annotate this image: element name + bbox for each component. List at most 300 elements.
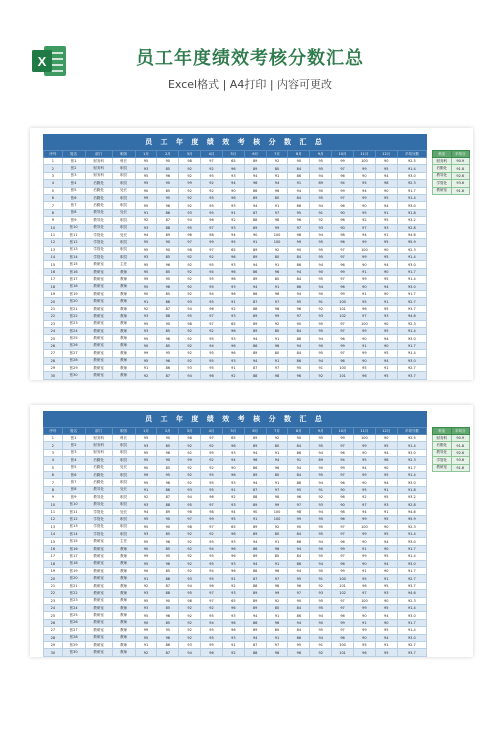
table-cell: 95 bbox=[157, 194, 179, 201]
table-cell: 91 bbox=[310, 486, 332, 493]
table-cell: 99 bbox=[353, 350, 375, 357]
table-cell: 99 bbox=[201, 239, 223, 246]
table-cell: 80 bbox=[266, 531, 288, 538]
table-cell: 张24 bbox=[62, 327, 85, 334]
table-cell: 教研室 bbox=[85, 545, 112, 552]
table-cell: 91 bbox=[266, 357, 288, 364]
table-cell: 14 bbox=[44, 531, 63, 538]
table-cell: 后勤处 bbox=[85, 471, 112, 478]
table-cell: 91 bbox=[375, 575, 397, 582]
table-cell: 94 bbox=[310, 283, 332, 290]
table-cell: 80 bbox=[266, 604, 288, 611]
table-cell: 92.7 bbox=[397, 641, 426, 648]
table-cell: 张23 bbox=[62, 320, 85, 327]
summary-row bbox=[433, 442, 470, 449]
table-cell: 95 bbox=[135, 202, 157, 209]
table-cell: 93 bbox=[222, 283, 244, 290]
column-header: 9月 bbox=[310, 151, 332, 158]
table-cell: 95 bbox=[135, 435, 157, 442]
table-cell: 95 bbox=[201, 172, 223, 179]
table-cell: 教研室 bbox=[85, 560, 112, 567]
table-cell: 91.7 bbox=[397, 545, 426, 552]
table-cell: 92 bbox=[310, 494, 332, 501]
table-cell: 95 bbox=[201, 612, 223, 619]
table-cell: 91.4 bbox=[397, 531, 426, 538]
table-cell: 92 bbox=[201, 464, 223, 471]
column-header: 职务 bbox=[112, 428, 135, 435]
table-cell: 20 bbox=[44, 298, 63, 305]
table-cell: 97 bbox=[332, 442, 354, 449]
table-cell: 28 bbox=[44, 634, 63, 641]
table-cell: 95 bbox=[201, 276, 223, 283]
table-cell: 87 bbox=[157, 372, 179, 379]
table-cell: 96 bbox=[288, 649, 310, 656]
table-cell: 99 bbox=[135, 350, 157, 357]
table-cell: 89 bbox=[244, 158, 266, 165]
table-cell: 92 bbox=[222, 372, 244, 379]
table-cell: 张13 bbox=[62, 246, 85, 253]
table-cell: 张21 bbox=[62, 582, 85, 589]
table-cell: 96 bbox=[332, 634, 354, 641]
table-cell: 65 bbox=[222, 523, 244, 530]
table-cell: 94 bbox=[244, 560, 266, 567]
table-cell: 90 bbox=[310, 342, 332, 349]
table-cell: 96 bbox=[222, 291, 244, 298]
table-cell: 教研室 bbox=[85, 342, 112, 349]
table-cell: 93 bbox=[222, 335, 244, 342]
table-cell: 90 bbox=[375, 619, 397, 626]
table-cell: 25 bbox=[44, 612, 63, 619]
table-cell: 处长 bbox=[112, 187, 135, 194]
table-cell: 91 bbox=[135, 575, 157, 582]
table-row bbox=[44, 604, 427, 611]
table-cell: 95 bbox=[310, 254, 332, 261]
table-cell: 96 bbox=[222, 604, 244, 611]
table-cell: 99 bbox=[201, 516, 223, 523]
table-cell: 97 bbox=[332, 320, 354, 327]
table-cell: 教师 bbox=[112, 560, 135, 567]
table-cell: 86 bbox=[288, 449, 310, 456]
table-cell: 88 bbox=[157, 313, 179, 320]
table-row bbox=[44, 582, 427, 589]
summary-cell: 91.8 bbox=[451, 442, 470, 449]
table-cell: 92.3 bbox=[397, 523, 426, 530]
table-cell: 93.0 bbox=[397, 261, 426, 268]
table-cell: 教研室 bbox=[85, 604, 112, 611]
table-cell: 后勤处 bbox=[85, 180, 112, 187]
table-cell: 教导处 bbox=[85, 224, 112, 231]
table-cell: 96 bbox=[332, 479, 354, 486]
table-cell: 85 bbox=[157, 327, 179, 334]
table-cell: 85 bbox=[157, 187, 179, 194]
table-cell: 89 bbox=[310, 180, 332, 187]
table-cell: 95 bbox=[157, 553, 179, 560]
table-cell: 教研室 bbox=[85, 612, 112, 619]
table-cell: 95 bbox=[222, 516, 244, 523]
table-row bbox=[44, 268, 427, 275]
table-cell: 96 bbox=[288, 372, 310, 379]
table-cell: 94 bbox=[310, 172, 332, 179]
table-cell: 95 bbox=[157, 471, 179, 478]
table-cell: 95 bbox=[201, 471, 223, 478]
table-cell: 16 bbox=[44, 268, 63, 275]
table-cell: 职员 bbox=[112, 516, 135, 523]
column-header: 6月 bbox=[244, 151, 266, 158]
table-cell: 张16 bbox=[62, 268, 85, 275]
table-cell: 80 bbox=[266, 471, 288, 478]
table-cell: 95 bbox=[201, 335, 223, 342]
table-cell: 92 bbox=[222, 305, 244, 312]
table-cell: 92 bbox=[179, 335, 201, 342]
table-cell: 90 bbox=[353, 335, 375, 342]
table-cell: 94 bbox=[288, 464, 310, 471]
table-cell: 95 bbox=[375, 553, 397, 560]
table-cell: 92.5 bbox=[397, 158, 426, 165]
table-cell: 92 bbox=[201, 327, 223, 334]
table-cell: 92 bbox=[266, 158, 288, 165]
table-cell: 张4 bbox=[62, 457, 85, 464]
table-cell: 96 bbox=[222, 342, 244, 349]
table-row bbox=[44, 217, 427, 224]
table-cell: 96 bbox=[157, 560, 179, 567]
table-cell: 92 bbox=[310, 372, 332, 379]
table-cell: 91 bbox=[288, 180, 310, 187]
table-cell: 93.2 bbox=[397, 494, 426, 501]
table-cell: 65 bbox=[222, 320, 244, 327]
table-cell: 90 bbox=[375, 435, 397, 442]
table-cell: 99 bbox=[179, 457, 201, 464]
table-cell: 20 bbox=[44, 575, 63, 582]
table-cell: 94 bbox=[375, 357, 397, 364]
table-cell: 11 bbox=[44, 508, 63, 515]
table-row bbox=[44, 224, 427, 231]
table-cell: 95 bbox=[135, 283, 157, 290]
column-header: 序号 bbox=[44, 428, 63, 435]
table-cell: 93.7 bbox=[397, 649, 426, 656]
table-cell: 91 bbox=[310, 641, 332, 648]
table-cell: 1 bbox=[44, 435, 63, 442]
page-title: 员工年度绩效考核分数汇总 bbox=[136, 48, 364, 69]
table-row bbox=[44, 627, 427, 634]
table-cell: 95 bbox=[179, 313, 201, 320]
table-cell: 教研室 bbox=[85, 582, 112, 589]
column-header: 8月 bbox=[288, 428, 310, 435]
table-cell: 张14 bbox=[62, 254, 85, 261]
table-cell: 95 bbox=[375, 649, 397, 656]
table-cell: 教师 bbox=[112, 357, 135, 364]
table-cell: 92.3 bbox=[397, 180, 426, 187]
table-cell: 93 bbox=[222, 590, 244, 597]
table-cell: 张26 bbox=[62, 619, 85, 626]
table-cell: 90 bbox=[353, 261, 375, 268]
column-header: 平均分数 bbox=[397, 151, 426, 158]
table-cell: 100 bbox=[353, 597, 375, 604]
table-cell: 94 bbox=[288, 187, 310, 194]
table-cell: 97 bbox=[288, 224, 310, 231]
table-cell: 91.4 bbox=[397, 350, 426, 357]
table-cell: 95 bbox=[375, 471, 397, 478]
table-cell: 85 bbox=[157, 165, 179, 172]
table-cell: 86 bbox=[288, 479, 310, 486]
table-cell: 95 bbox=[375, 442, 397, 449]
column-header: 11月 bbox=[353, 428, 375, 435]
table-cell: 101 bbox=[332, 649, 354, 656]
table-cell: 95 bbox=[310, 597, 332, 604]
table-cell: 张1 bbox=[62, 158, 85, 165]
table-cell: 99 bbox=[332, 342, 354, 349]
table-cell: 84 bbox=[288, 254, 310, 261]
table-cell: 93 bbox=[135, 531, 157, 538]
table-cell: 95 bbox=[135, 516, 157, 523]
table-cell: 教研室 bbox=[85, 320, 112, 327]
table-cell: 91 bbox=[353, 568, 375, 575]
table-cell: 93.0 bbox=[397, 357, 426, 364]
table-cell: 92 bbox=[179, 172, 201, 179]
table-cell: 96 bbox=[222, 268, 244, 275]
table-cell: 94 bbox=[201, 568, 223, 575]
table-cell: 教师 bbox=[112, 320, 135, 327]
table-cell: 教研室 bbox=[85, 568, 112, 575]
table-cell: 100 bbox=[353, 246, 375, 253]
table-cell: 96 bbox=[157, 538, 179, 545]
table-cell: 92 bbox=[179, 464, 201, 471]
table-cell: 96 bbox=[157, 634, 179, 641]
table-cell: 92 bbox=[179, 202, 201, 209]
table-cell: 99 bbox=[353, 516, 375, 523]
table-cell: 94 bbox=[375, 283, 397, 290]
table-cell: 93 bbox=[135, 224, 157, 231]
table-cell: 张19 bbox=[62, 291, 85, 298]
table-cell: 92 bbox=[266, 435, 288, 442]
table-cell: 97 bbox=[266, 298, 288, 305]
table-cell: 19 bbox=[44, 291, 63, 298]
table-cell: 96 bbox=[157, 479, 179, 486]
table-cell: 99 bbox=[353, 239, 375, 246]
table-cell: 95 bbox=[201, 553, 223, 560]
table-cell: 93 bbox=[222, 224, 244, 231]
table-cell: 93.0 bbox=[397, 172, 426, 179]
table-cell: 96 bbox=[288, 494, 310, 501]
table-cell: 教师 bbox=[112, 575, 135, 582]
summary-cell: 91.6 bbox=[451, 464, 470, 471]
table-cell: 96 bbox=[332, 516, 354, 523]
table-cell: 12 bbox=[44, 516, 63, 523]
table-cell: 92 bbox=[179, 254, 201, 261]
table-cell: 94 bbox=[244, 479, 266, 486]
table-cell: 96 bbox=[332, 239, 354, 246]
table-cell: 91.8 bbox=[397, 486, 426, 493]
table-cell: 96 bbox=[201, 372, 223, 379]
table-cell: 84 bbox=[288, 165, 310, 172]
table-cell: 93.0 bbox=[397, 538, 426, 545]
table-cell: 89 bbox=[244, 604, 266, 611]
table-cell: 95 bbox=[288, 209, 310, 216]
summary-table bbox=[432, 150, 470, 195]
table-cell: 95 bbox=[375, 372, 397, 379]
table-cell: 91 bbox=[266, 560, 288, 567]
table-cell: 职员 bbox=[112, 239, 135, 246]
summary-cell: 教导处 bbox=[433, 172, 452, 179]
table-cell: 93 bbox=[179, 364, 201, 371]
table-cell: 张22 bbox=[62, 313, 85, 320]
table-cell: 28 bbox=[44, 357, 63, 364]
table-cell: 教研室 bbox=[85, 305, 112, 312]
table-cell: 65 bbox=[222, 435, 244, 442]
table-cell: 97 bbox=[201, 158, 223, 165]
table-cell: 95 bbox=[135, 335, 157, 342]
table-cell: 87 bbox=[157, 217, 179, 224]
table-cell: 65 bbox=[222, 158, 244, 165]
table-cell: 4 bbox=[44, 180, 63, 187]
table-cell: 教师 bbox=[112, 612, 135, 619]
table-cell: 9 bbox=[44, 494, 63, 501]
table-cell: 85 bbox=[157, 442, 179, 449]
table-cell: 89 bbox=[244, 627, 266, 634]
table-cell: 90 bbox=[375, 597, 397, 604]
table-cell: 95 bbox=[310, 165, 332, 172]
table-cell: 96 bbox=[266, 568, 288, 575]
table-cell: 100 bbox=[266, 516, 288, 523]
table-cell: 93 bbox=[375, 501, 397, 508]
table-cell: 92 bbox=[266, 320, 288, 327]
table-cell: 93 bbox=[135, 604, 157, 611]
table-cell: 94 bbox=[179, 649, 201, 656]
table-cell: 89 bbox=[244, 531, 266, 538]
summary-row bbox=[433, 435, 470, 442]
table-cell: 95 bbox=[375, 194, 397, 201]
table-cell: 95 bbox=[201, 202, 223, 209]
table-row bbox=[44, 568, 427, 575]
table-cell: 91.4 bbox=[397, 604, 426, 611]
table-cell: 94 bbox=[179, 217, 201, 224]
table-row bbox=[44, 158, 427, 165]
table-cell: 99 bbox=[353, 276, 375, 283]
summary-cell: 教导处 bbox=[433, 449, 452, 456]
table-cell: 94 bbox=[353, 187, 375, 194]
table-row bbox=[44, 276, 427, 283]
table-cell: 92 bbox=[201, 442, 223, 449]
table-cell: 92 bbox=[179, 194, 201, 201]
table-cell: 94 bbox=[179, 305, 201, 312]
table-cell: 92 bbox=[201, 604, 223, 611]
table-cell: 99 bbox=[135, 194, 157, 201]
table-cell: 96 bbox=[353, 372, 375, 379]
table-cell: 91 bbox=[375, 231, 397, 238]
table-row bbox=[44, 538, 427, 545]
table-cell: 91 bbox=[135, 298, 157, 305]
table-cell: 94 bbox=[288, 619, 310, 626]
table-cell: 92 bbox=[135, 217, 157, 224]
table-cell: 95 bbox=[375, 276, 397, 283]
table-cell: 95 bbox=[135, 597, 157, 604]
table-cell: 89 bbox=[244, 501, 266, 508]
table-cell: 91 bbox=[222, 209, 244, 216]
table-cell: 95 bbox=[310, 523, 332, 530]
table-cell: 94 bbox=[288, 291, 310, 298]
table-cell: 教师 bbox=[112, 619, 135, 626]
table-cell: 96 bbox=[244, 457, 266, 464]
table-cell: 92 bbox=[179, 165, 201, 172]
summary-cell: 教研室 bbox=[433, 464, 452, 471]
table-cell: 96 bbox=[157, 335, 179, 342]
table-cell: 92 bbox=[179, 612, 201, 619]
table-cell: 91 bbox=[288, 457, 310, 464]
table-cell: 94 bbox=[135, 508, 157, 515]
table-cell: 90 bbox=[157, 158, 179, 165]
table-cell: 张17 bbox=[62, 553, 85, 560]
table-cell: 85 bbox=[157, 531, 179, 538]
table-cell: 93 bbox=[135, 442, 157, 449]
table-cell: 91 bbox=[353, 342, 375, 349]
table-cell: 93.7 bbox=[397, 372, 426, 379]
column-header: 7月 bbox=[266, 151, 288, 158]
table-cell: 96 bbox=[332, 494, 354, 501]
table-row bbox=[44, 350, 427, 357]
table-cell: 93 bbox=[135, 254, 157, 261]
table-cell: 87 bbox=[157, 494, 179, 501]
table-cell: 90 bbox=[157, 523, 179, 530]
table-row bbox=[44, 364, 427, 371]
table-cell: 85 bbox=[157, 268, 179, 275]
table-cell: 100 bbox=[332, 575, 354, 582]
table-cell: 90 bbox=[135, 342, 157, 349]
table-cell: 95 bbox=[310, 531, 332, 538]
table-cell: 95 bbox=[201, 479, 223, 486]
table-cell: 91 bbox=[222, 364, 244, 371]
table-cell: 94 bbox=[201, 342, 223, 349]
table-cell: 88 bbox=[244, 372, 266, 379]
table-cell: 91 bbox=[375, 641, 397, 648]
page-header bbox=[0, 0, 500, 115]
table-cell: 92 bbox=[201, 187, 223, 194]
table-cell: 96 bbox=[332, 217, 354, 224]
table-cell: 96 bbox=[266, 268, 288, 275]
table-cell: 84 bbox=[288, 194, 310, 201]
column-header: 姓名 bbox=[62, 151, 85, 158]
summary-row bbox=[433, 187, 470, 194]
table-cell: 95 bbox=[135, 479, 157, 486]
table-cell: 80 bbox=[266, 327, 288, 334]
table-cell: 23 bbox=[44, 597, 63, 604]
table-cell: 科长 bbox=[112, 435, 135, 442]
table-cell: 90 bbox=[375, 342, 397, 349]
table-cell: 张27 bbox=[62, 350, 85, 357]
table-cell: 张5 bbox=[62, 464, 85, 471]
table-row bbox=[44, 531, 427, 538]
table-cell: 87 bbox=[244, 641, 266, 648]
table-cell: 91 bbox=[266, 479, 288, 486]
table-cell: 98 bbox=[201, 508, 223, 515]
table-cell: 96 bbox=[157, 357, 179, 364]
table-cell: 92 bbox=[179, 342, 201, 349]
table-cell: 101 bbox=[332, 372, 354, 379]
table-cell: 26 bbox=[44, 619, 63, 626]
table-cell: 98 bbox=[288, 231, 310, 238]
table-row bbox=[44, 180, 427, 187]
table-cell: 96 bbox=[332, 357, 354, 364]
table-cell: 93 bbox=[179, 641, 201, 648]
table-cell: 94 bbox=[201, 291, 223, 298]
table-cell: 91 bbox=[266, 202, 288, 209]
table-cell: 90 bbox=[332, 501, 354, 508]
table-cell: 93.0 bbox=[397, 202, 426, 209]
table-cell: 张14 bbox=[62, 531, 85, 538]
table-cell: 96 bbox=[179, 508, 201, 515]
table-cell: 91 bbox=[375, 364, 397, 371]
table-row bbox=[44, 313, 427, 320]
table-cell: 89 bbox=[244, 320, 266, 327]
table-cell: 91.7 bbox=[397, 464, 426, 471]
